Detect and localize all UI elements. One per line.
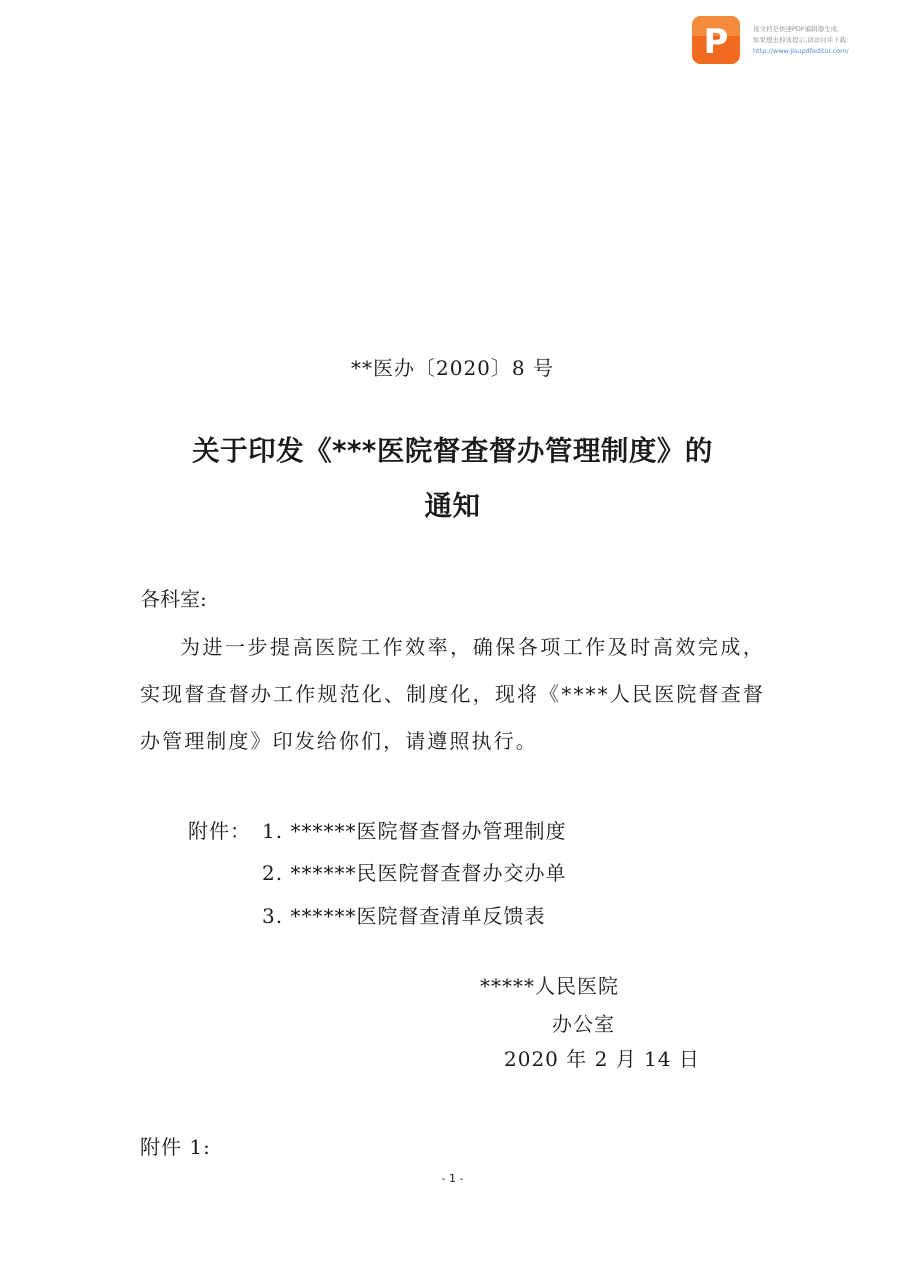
document-number: **医办〔2020〕8 号 — [351, 356, 554, 380]
title-line-1: 关于印发《***医院督查督办管理制度》的 — [192, 435, 713, 467]
attachments-label: 附件： — [188, 819, 251, 843]
signature-org: *****人民医院 — [480, 974, 619, 998]
page-number: - 1 - — [441, 1172, 464, 1185]
next-attachment-heading: 附件 1: — [140, 1135, 211, 1159]
pdf-editor-logo — [692, 16, 740, 64]
attachment-item: 1. ******医院督查督办管理制度 — [262, 819, 567, 843]
signature-date: 2020 年 2 月 14 日 — [504, 1047, 700, 1071]
document-title — [120, 424, 785, 534]
watermark-line-1: 该文档是极速PDF编辑器生成, — [753, 25, 840, 33]
attachment-item: 3. ******医院督查清单反馈表 — [262, 904, 546, 928]
watermark-line-2: 如果想去掉该提示,请访问并下载: — [753, 36, 849, 44]
title-line-2: 通知 — [424, 490, 481, 522]
pdf-editor-logo-icon — [692, 16, 740, 64]
signature-dept: 办公室 — [552, 1012, 615, 1036]
body-paragraph: 为进一步提高医院工作效率，确保各项工作及时高效完成，实现督查督办工作规范化、制度化，现将《****人民医院督查督办管理制度》印发给你们，请遵照执行。 — [140, 635, 765, 753]
watermark-url[interactable]: http://www.jisupdfeditor.com/ — [753, 47, 849, 55]
salutation: 各科室: — [140, 587, 207, 611]
attachment-item: 2. ******民医院督查督办交办单 — [262, 861, 567, 885]
watermark-notice — [753, 24, 901, 57]
logo-letter: P — [703, 22, 729, 62]
